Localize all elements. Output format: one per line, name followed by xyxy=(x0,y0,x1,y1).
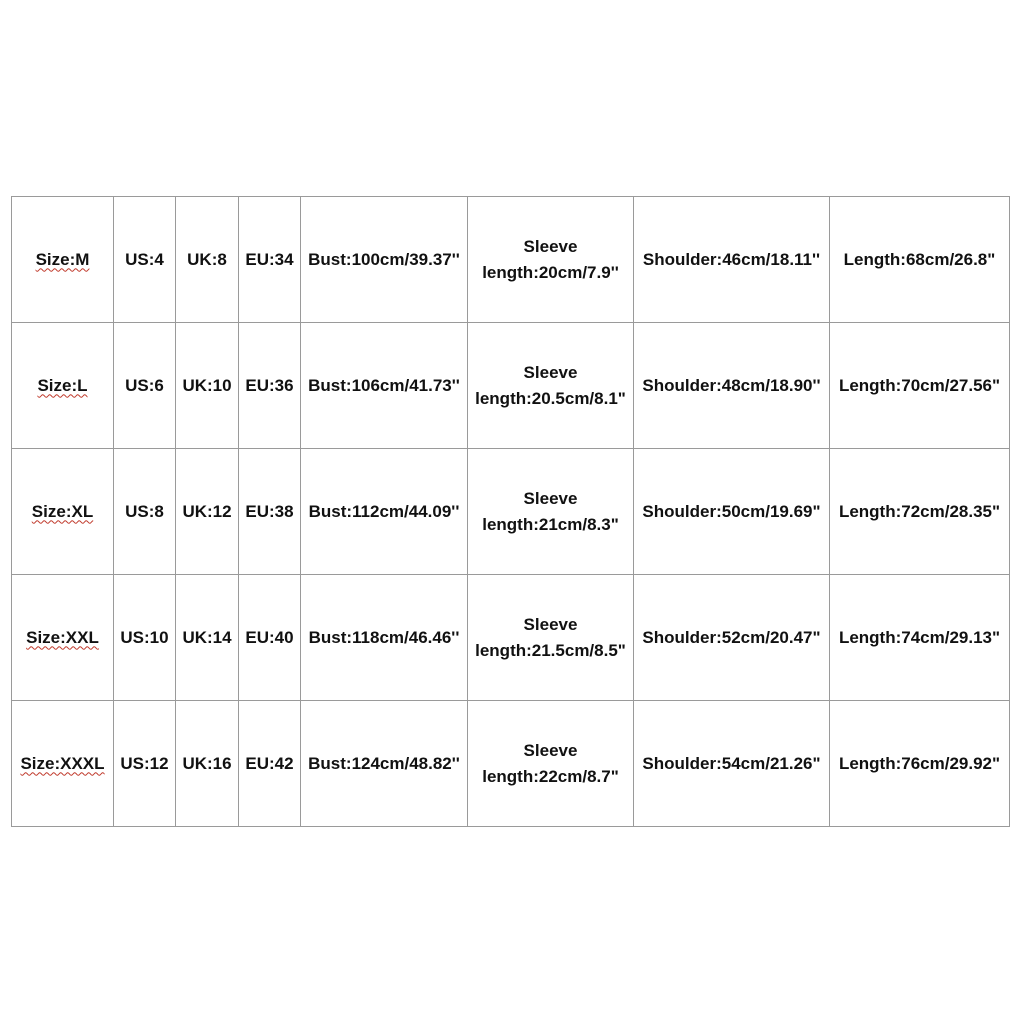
uk-size-cell: UK:16 xyxy=(176,701,239,827)
table-row xyxy=(12,575,1010,701)
size-chart-table xyxy=(11,196,1010,827)
size-cell xyxy=(12,449,114,575)
sleeve-length-cell xyxy=(468,323,634,449)
size-cell xyxy=(12,323,114,449)
sleeve-label: Sleeve xyxy=(523,614,578,634)
shoulder-cell: Shoulder:46cm/18.11'' xyxy=(634,197,830,323)
shoulder-cell: Shoulder:54cm/21.26" xyxy=(634,701,830,827)
sleeve-value: length:21.5cm/8.5" xyxy=(475,640,626,660)
us-size-cell: US:12 xyxy=(114,701,176,827)
size-cell xyxy=(12,701,114,827)
table-row xyxy=(12,197,1010,323)
bust-cell: Bust:106cm/41.73'' xyxy=(301,323,468,449)
size-cell xyxy=(12,575,114,701)
length-cell: Length:72cm/28.35" xyxy=(830,449,1010,575)
eu-size-cell: EU:42 xyxy=(239,701,301,827)
sleeve-length-cell xyxy=(468,449,634,575)
length-cell: Length:76cm/29.92" xyxy=(830,701,1010,827)
us-size-cell: US:10 xyxy=(114,575,176,701)
shoulder-cell: Shoulder:50cm/19.69" xyxy=(634,449,830,575)
eu-size-cell: EU:34 xyxy=(239,197,301,323)
size-label: Size:L xyxy=(37,375,88,395)
uk-size-cell: UK:12 xyxy=(176,449,239,575)
bust-cell: Bust:124cm/48.82'' xyxy=(301,701,468,827)
uk-size-cell: UK:14 xyxy=(176,575,239,701)
sleeve-label: Sleeve xyxy=(523,488,578,508)
eu-size-cell: EU:36 xyxy=(239,323,301,449)
uk-size-cell: UK:8 xyxy=(176,197,239,323)
sleeve-length-cell xyxy=(468,701,634,827)
us-size-cell: US:8 xyxy=(114,449,176,575)
eu-size-cell: EU:38 xyxy=(239,449,301,575)
length-cell: Length:74cm/29.13" xyxy=(830,575,1010,701)
table-row xyxy=(12,449,1010,575)
sleeve-length-cell xyxy=(468,575,634,701)
table-row xyxy=(12,323,1010,449)
size-cell xyxy=(12,197,114,323)
sleeve-label: Sleeve xyxy=(523,362,578,382)
sleeve-length-cell xyxy=(468,197,634,323)
size-label: Size:XL xyxy=(31,501,94,521)
sleeve-value: length:21cm/8.3" xyxy=(482,514,619,534)
sleeve-label: Sleeve xyxy=(523,236,578,256)
length-cell: Length:70cm/27.56" xyxy=(830,323,1010,449)
shoulder-cell: Shoulder:48cm/18.90'' xyxy=(634,323,830,449)
size-label: Size:XXXL xyxy=(20,753,105,773)
bust-cell: Bust:118cm/46.46'' xyxy=(301,575,468,701)
us-size-cell: US:4 xyxy=(114,197,176,323)
shoulder-cell: Shoulder:52cm/20.47" xyxy=(634,575,830,701)
sleeve-value: length:20.5cm/8.1" xyxy=(475,388,626,408)
sleeve-value: length:22cm/8.7" xyxy=(482,766,619,786)
size-label: Size:M xyxy=(35,249,90,269)
uk-size-cell: UK:10 xyxy=(176,323,239,449)
us-size-cell: US:6 xyxy=(114,323,176,449)
length-cell: Length:68cm/26.8" xyxy=(830,197,1010,323)
bust-cell: Bust:112cm/44.09'' xyxy=(301,449,468,575)
size-label: Size:XXL xyxy=(26,627,99,647)
eu-size-cell: EU:40 xyxy=(239,575,301,701)
bust-cell: Bust:100cm/39.37'' xyxy=(301,197,468,323)
sleeve-label: Sleeve xyxy=(523,740,578,760)
sleeve-value: length:20cm/7.9'' xyxy=(482,262,619,282)
table-row xyxy=(12,701,1010,827)
